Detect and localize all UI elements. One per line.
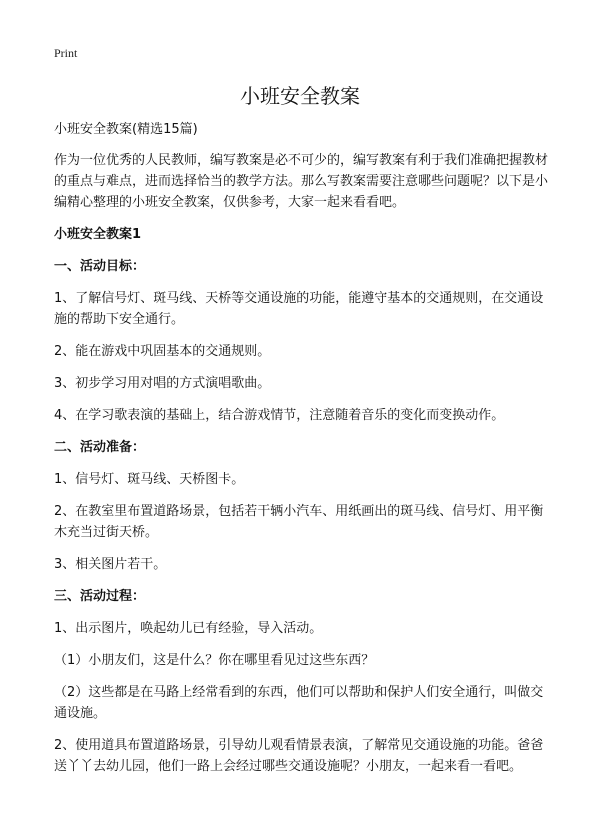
prep-item: 3、相关图片若干。	[54, 557, 167, 572]
goal-item: 3、初步学习用对唱的方式演唱歌曲。	[54, 376, 271, 391]
prep-item: 1、信号灯、斑马线、天桥图卡。	[54, 472, 245, 487]
document-subtitle: 小班安全教案(精选15篇)	[54, 122, 198, 137]
print-link[interactable]: Print	[54, 46, 78, 60]
prep-item: 2、在教室里布置道路场景，包括若干辆小汽车、用纸画出的斑马线、信号灯、用平衡木充当过街天桥。	[54, 504, 544, 540]
document-body	[54, 119, 549, 788]
process-sub-item: （1）小朋友们，这是什么？你在哪里看见过这些东西？	[54, 653, 375, 668]
lesson-title: 小班安全教案1	[54, 227, 142, 242]
goal-item: 4、在学习歌表演的基础上，结合游戏情节，注意随着音乐的变化而变换动作。	[54, 408, 505, 423]
goal-item: 2、能在游戏中巩固基本的交通规则。	[54, 344, 271, 359]
section-heading-prep: 二、活动准备：	[54, 440, 146, 455]
section-heading-goals: 一、活动目标：	[54, 259, 146, 274]
process-sub-item: （2）这些都是在马路上经常看到的东西，他们可以帮助和保护人们安全通行，叫做交通设施。	[54, 685, 544, 721]
intro-paragraph: 作为一位优秀的人民教师，编写教案是必不可少的，编写教案有利于我们准确把握教材的重点与难点，进而选择恰当的教学方法。那么写教案需要注意哪些问题呢？以下是小编精心整理的小班安全教案，仅供参考，大家一起来看看吧。	[54, 153, 549, 210]
process-item: 2、使用道具布置道路场景，引导幼儿观看情景表演，了解常见交通设施的功能。爸爸送丫丫去幼儿园，他们一路上会经过哪些交通设施呢？小朋友，一起来看一看吧。	[54, 738, 544, 774]
goal-item: 1、了解信号灯、斑马线、天桥等交通设施的功能，能遵守基本的交通规则，在交通设施的帮助下安全通行。	[54, 291, 544, 327]
section-heading-process: 三、活动过程：	[54, 589, 146, 604]
process-item: 1、出示图片，唤起幼儿已有经验，导入活动。	[54, 621, 323, 636]
document-title: 小班安全教案	[240, 84, 360, 108]
